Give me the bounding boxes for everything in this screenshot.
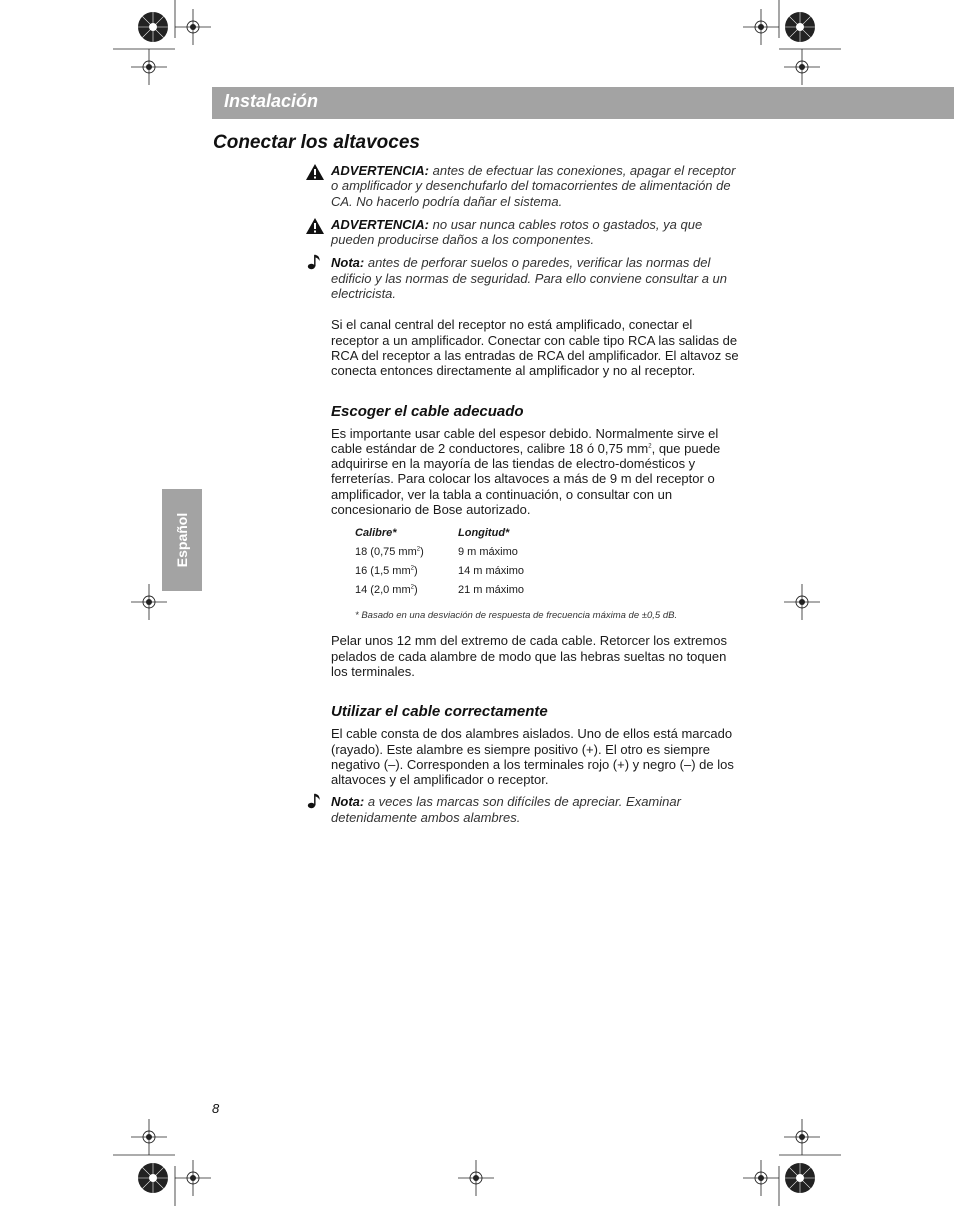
table-header: Longitud* <box>458 527 510 540</box>
length-cell: 9 m máximo <box>458 546 518 559</box>
gauge-close: ) <box>420 546 424 559</box>
page-title: Conectar los altavoces <box>213 132 420 153</box>
warning-icon <box>305 217 325 235</box>
cable-gauge-table <box>355 527 524 602</box>
gauge-close: ) <box>413 584 418 597</box>
warning-notice <box>331 217 743 248</box>
warning-icon <box>305 163 325 181</box>
music-note-icon <box>305 253 325 271</box>
notice-text: antes de efectuar las conexiones, apagar el receptor o amplificador y desenchufarlo del tomacorrientes de alimentación de CA. No hacerlo podría dañar el sistema. <box>331 163 736 209</box>
notice-text: a veces las marcas son difíciles de apreciar. Examinar detenidamente ambos alambres. <box>331 794 681 825</box>
strip-paragraph: Pelar unos 12 mm del extremo de cada cable. Retorcer los extremos pelados de cada alambre de modo que las hebras sueltas no toquen los terminales. <box>331 633 727 679</box>
usage-section-heading: Utilizar el cable correctamente <box>331 703 548 721</box>
music-note-icon <box>305 792 325 810</box>
notice-text: no usar nunca cables rotos o gastados, ya que pueden producirse daños a los componentes. <box>331 216 703 248</box>
cable-paragraph-part1: Es importante usar cable del espesor debido. Normalmente sirve el cable estándar de 2 conductores, calibre 18 ó 0,75 mm <box>331 425 719 456</box>
notice-label: Nota: <box>331 794 365 810</box>
language-tab <box>162 489 202 591</box>
gauge-cell <box>355 545 458 564</box>
warning-notice <box>331 163 743 209</box>
length-cell: 21 m máximo <box>458 584 525 597</box>
length-cell: 14 m máximo <box>458 565 525 578</box>
note-notice <box>331 794 743 825</box>
gauge-cell <box>355 583 458 602</box>
usage-paragraph: El cable consta de dos alambres aislados. Uno de ellos está marcado (rayado). Este alambre es siempre positivo (+). El otro es siempre negativo (–). Corresponden a los terminales rojo (+) y negro (–) de los altavoces y el amplificador o receptor. <box>331 726 734 788</box>
superscript: 2 <box>416 546 421 553</box>
superscript: 2 <box>410 584 414 591</box>
gauge-close: ) <box>413 565 418 578</box>
section-header-bar <box>212 87 954 119</box>
table-footnote: * Basado en una desviación de respuesta de frecuencia máxima de ±0,5 dB. <box>355 610 678 622</box>
notice-text: antes de perforar suelos o paredes, verificar las normas del edificio y las normas de seguridad. Para ello conviene consultar a un electricista. <box>331 255 728 302</box>
notice-label: Nota: <box>331 255 365 271</box>
table-header-row <box>355 527 524 545</box>
superscript: 2 <box>648 443 652 450</box>
gauge-cell <box>355 564 458 583</box>
language-tab-label: Español <box>174 512 190 568</box>
gauge-value: 14 (2,0 mm <box>355 584 411 597</box>
main-content <box>331 163 743 833</box>
cable-paragraph-part2: , que puede adquirirse en la mayoría de las tiendas de electro-domésticos y ferreterías. Para colocar los altavoces a más de 9 m del receptor o amplificador, ver la tabla a continuación, o consultar con un concesionario de Bose autorizado. <box>331 440 721 518</box>
table-row <box>355 583 524 602</box>
gauge-value: 18 (0,75 mm <box>355 546 417 559</box>
notice-label: ADVERTENCIA: <box>331 216 429 232</box>
note-notice <box>331 255 743 301</box>
intro-paragraph: Si el canal central del receptor no está amplificado, conectar el receptor a un amplificador. Conectar con cable tipo RCA las salidas de RCA del receptor a las entradas de RCA del amplificador. El altavoz se conecta entonces directamente al amplificador y no al receptor. <box>331 317 739 379</box>
page-number: 8 <box>212 1101 220 1116</box>
cable-section-heading: Escoger el cable adecuado <box>331 402 524 420</box>
cable-paragraph <box>331 426 743 518</box>
gauge-value: 16 (1,5 mm <box>355 565 411 578</box>
superscript: 2 <box>410 565 414 572</box>
section-title: Instalación <box>224 91 319 111</box>
notice-label: ADVERTENCIA: <box>331 163 429 178</box>
table-header: Calibre* <box>355 527 397 540</box>
table-row <box>355 545 524 564</box>
table-row <box>355 564 524 583</box>
